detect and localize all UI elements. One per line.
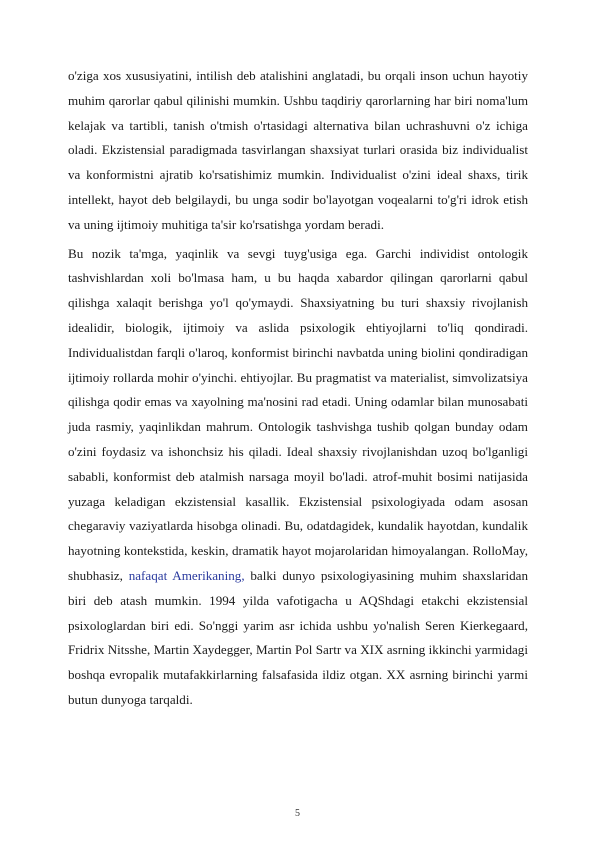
paragraph-2-text-end: balki dunyo psixologiyasining muhim shaxslaridan biri deb atash mumkin. 1994 yilda vafotigacha u AQShdagi etakchi ekzistensial psixologlardan biri edi. So'nggi yarim asr ichida ushbu yo'nalish Seren Kierkegaard, Fridrix Nitsshe, Martin Xaydegger, Martin Pol Sartr va XIX asrning ikkinchi yarmidagi boshqa evropalik mutafakkirlarning falsafasida ildiz otgan. XX asrning birinchi yarmi butun dunyoga tarqaldi. (68, 567, 529, 707)
hyperlink-amerikaning[interactable]: nafaqat Amerikaning, (128, 567, 245, 583)
paragraph-1: o'ziga xos xususiyatini, intilish deb atalishini anglatadi, bu orqali inson uchun hayotiy muhim qarorlar qabul qilinishi mumkin. Ushbu taqdiriy qarorlarning har biri noma'lum kelajak va tartibli, tanish o'tmish o'rtasidagi alternativa bilan uchrashuvni o'z ichiga oladi. Ekzistensial paradigmada tasvirlangan shaxsiyat turlari orasida biz individualist va konformistni ajratib ko'rsatishimiz mumkin. Individualist o'zini ideal shaxs, tirik intellekt, hayot deb belgilaydi, bu unga sodir bo'layotgan voqealarni to'g'ri idrok etish va uning ijtimoiy muhitiga ta'sir ko'rsatishga yordam beradi. (68, 68, 528, 232)
paragraph-2 (68, 242, 528, 713)
page-number: 5 (295, 808, 300, 819)
paragraph-2-text-start: Bu nozik ta'mga, yaqinlik va sevgi tuyg'usiga ega. Garchi individist ontologik tashvishlardan xoli bo'lmasa ham, u bu haqda xabardor qilingan qarorlarni qabul qilishga xalaqit berishga yo'l qo'ymaydi. Shaxsiyatning bu turi shaxsiy rivojlanish idealidir, biologik, ijtimoiy va aslida psixologik ehtiyojlarni to'liq qondiradi. Individualistdan farqli o'laroq, konformist birinchi navbatda uning biolini qondiradigan ijtimoiy rollarda mohir o'yinchi. ehtiyojlar. Bu pragmatist va materialist, simvolizatsiya qilishga qodir emas va xayolning ma'nosini rad etadi. Uning odamlar bilan munosabati juda rasmiy, yaqinlikdan mahrum. Ontologik tashvishga tushib qolgan bunday odam o'zini foydasiz va ishonchsiz his qiladi. Ideal shaxsiy rivojlanishdan uzoq bo'lganligi sababli, konformist deb atalmish narsaga moyil bo'ladi. atrof-muhit bosimi natijasida yuzaga keladigan ekzistensial kasallik. Ekzistensial psixologiyada odam asosan chegaraviy vaziyatlarda hisobga olinadi. Bu, odatdagidek, kundalik hayotdan, kundalik hayotning kontekstida, keskin, dramatik hayot mojarolaridan himoyalangan. RolloMay, shubhasiz, (68, 245, 528, 583)
document-page (68, 64, 528, 713)
